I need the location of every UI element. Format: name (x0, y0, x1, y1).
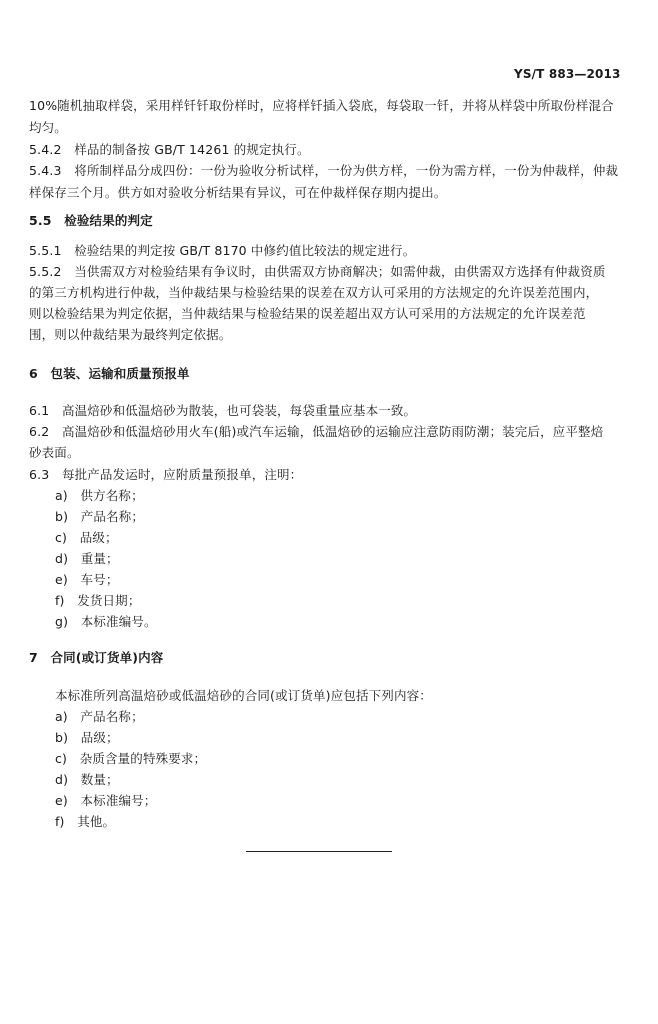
list-item: a) 产品名称； (55, 709, 144, 724)
text-line: 本标准所列高温焙砂或低温焙砂的合同(或订货单)应包括下列内容： (55, 688, 432, 703)
list-item: f) 其他。 (55, 814, 116, 829)
text-line: 5.5.1 检验结果的判定按 GB/T 8170 中修约值比较法的规定进行。 (29, 243, 416, 258)
text-line: 则以检验结果为判定依据，当仲裁结果与检验结果的误差超出双方认可采用的方法规定的允许误差范 (29, 306, 586, 321)
list-item: c) 品级； (55, 530, 118, 545)
list-item: b) 产品名称； (55, 509, 145, 524)
list-item: b) 品级； (55, 730, 119, 745)
text-line: 样保存三个月。供方如对验收分析结果有异议，可在仲裁样保存期内提出。 (29, 185, 447, 200)
text-line: 6.1 高温焙砂和低温焙砂为散装，也可袋装，每袋重量应基本一致。 (29, 403, 417, 418)
text-line: 10%随机抽取样袋，采用样钎钎取份样时，应将样钎插入袋底，每袋取一钎，并将从样袋中所取份样混合 (29, 98, 614, 113)
section-heading: 7 合同(或订货单)内容 (29, 650, 164, 665)
list-item: c) 杂质含量的特殊要求； (55, 751, 207, 766)
text-line: 6.2 高温焙砂和低温焙砂用火车(船)或汽车运输，低温焙砂的运输应注意防雨防潮；装完后，应平整焙 (29, 424, 604, 439)
list-item: g) 本标准编号。 (55, 614, 157, 629)
section-heading: 5.5 检验结果的判定 (29, 213, 153, 228)
list-item: d) 数量； (55, 772, 119, 787)
list-item: e) 车号； (55, 572, 119, 587)
list-item: a) 供方名称； (55, 488, 144, 503)
list-item: d) 重量； (55, 551, 119, 566)
text-line: 5.4.3 将所制样品分成四份：一份为验收分析试样，一份为供方样，一份为需方样，一份为仲裁样，仲裁 (29, 163, 619, 178)
end-rule (246, 851, 392, 852)
text-line: 砂表面。 (29, 445, 80, 460)
text-line: 6.3 每批产品发运时，应附质量预报单，注明： (29, 467, 303, 482)
text-line: 均匀。 (29, 120, 67, 135)
text-line: 5.4.2 样品的制备按 GB/T 14261 的规定执行。 (29, 142, 310, 157)
section-heading: 6 包装、运输和质量预报单 (29, 366, 190, 381)
standard-code: YS/T 883—2013 (514, 67, 621, 81)
list-item: f) 发货日期； (55, 593, 141, 608)
text-line: 围，则以仲裁结果为最终判定依据。 (29, 327, 232, 342)
text-line: 5.5.2 当供需双方对检验结果有争议时，由供需双方协商解决；如需仲裁，由供需双方选择有仲裁资质 (29, 264, 606, 279)
text-line: 的第三方机构进行仲裁，当仲裁结果与检验结果的误差在双方认可采用的方法规定的允许误差范围内， (29, 285, 599, 300)
list-item: e) 本标准编号； (55, 793, 157, 808)
